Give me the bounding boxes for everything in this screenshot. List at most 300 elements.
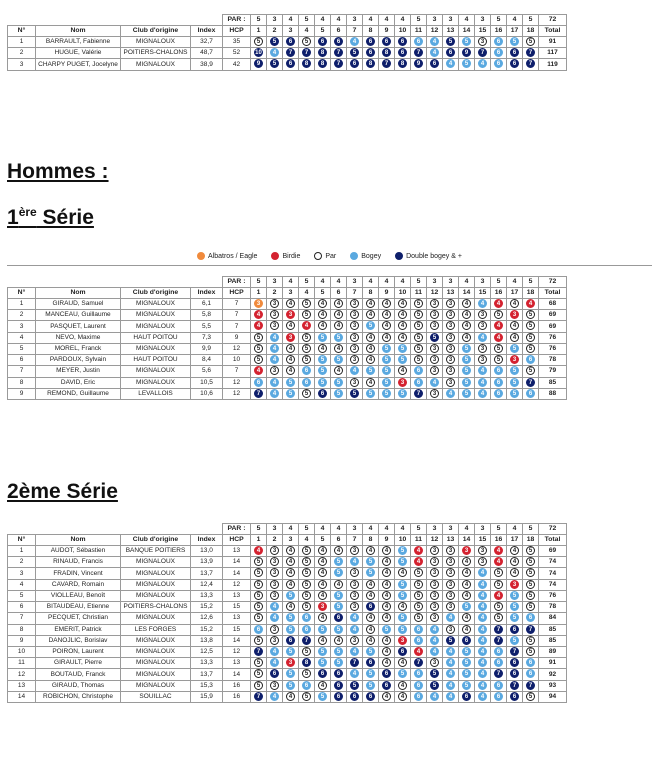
score-ball: 4	[478, 591, 487, 600]
score-ball: 7	[478, 48, 487, 57]
rank-cell: 8	[8, 377, 36, 388]
rank-cell: 6	[8, 602, 36, 613]
score-ball: 5	[318, 378, 327, 387]
score-ball: 3	[270, 580, 279, 589]
score-cell	[299, 590, 315, 601]
score-ball: 4	[462, 568, 471, 577]
club-cell: MIGNALOUX	[121, 568, 191, 579]
score-ball: 4	[446, 658, 455, 667]
score-cell	[443, 557, 459, 568]
score-ball: 6	[494, 389, 503, 398]
score-ball: 4	[478, 692, 487, 701]
total-cell: 84	[539, 613, 567, 624]
col-header-no: N°	[8, 26, 36, 37]
score-cell	[347, 37, 363, 48]
score-cell	[283, 48, 299, 59]
score-ball: 4	[254, 310, 263, 319]
score-cell	[459, 557, 475, 568]
score-ball: 3	[446, 333, 455, 342]
score-cell	[331, 388, 347, 399]
hcp-cell: 52	[223, 48, 251, 59]
score-cell	[363, 388, 379, 399]
score-cell	[331, 691, 347, 702]
score-cell	[331, 59, 347, 70]
score-cell	[251, 310, 267, 321]
score-ball: 3	[430, 658, 439, 667]
score-ball: 4	[430, 647, 439, 656]
score-ball: 3	[510, 580, 519, 589]
score-ball: 3	[270, 321, 279, 330]
score-ball: 4	[334, 310, 343, 319]
score-cell	[443, 377, 459, 388]
hcp-cell: 7	[223, 366, 251, 377]
score-ball: 5	[526, 602, 535, 611]
total-cell: 94	[539, 691, 567, 702]
score-cell	[379, 343, 395, 354]
score-ball: 5	[334, 568, 343, 577]
score-ball: 4	[398, 310, 407, 319]
score-cell	[443, 546, 459, 557]
hole-number: 7	[347, 535, 363, 546]
total-cell: 78	[539, 602, 567, 613]
rank-cell: 1	[8, 37, 36, 48]
score-cell	[363, 343, 379, 354]
score-cell	[395, 377, 411, 388]
club-cell: MIGNALOUX	[121, 646, 191, 657]
par-value: 3	[347, 277, 363, 288]
hole-number: 13	[443, 535, 459, 546]
score-ball: 4	[462, 613, 471, 622]
score-cell	[267, 590, 283, 601]
score-ball: 6	[398, 647, 407, 656]
score-ball: 5	[510, 344, 519, 353]
player-row	[8, 37, 567, 48]
hole-number: 8	[363, 535, 379, 546]
score-ball: 4	[510, 299, 519, 308]
score-cell	[283, 355, 299, 366]
score-cell	[427, 646, 443, 657]
score-ball: 4	[478, 602, 487, 611]
hole-number: 12	[427, 288, 443, 299]
score-ball: 4	[366, 613, 375, 622]
index-cell: 12,4	[191, 579, 223, 590]
score-cell	[251, 366, 267, 377]
par-label: PAR :	[223, 15, 251, 26]
par-value: 4	[283, 524, 299, 535]
score-cell	[523, 355, 539, 366]
hole-number: 6	[331, 26, 347, 37]
score-cell	[427, 579, 443, 590]
score-ball: 3	[270, 681, 279, 690]
score-cell	[507, 355, 523, 366]
score-cell	[395, 310, 411, 321]
score-cell	[491, 646, 507, 657]
hole-number: 14	[459, 26, 475, 37]
score-cell	[363, 680, 379, 691]
score-cell	[475, 590, 491, 601]
hole-number: 18	[523, 535, 539, 546]
par-value: 3	[475, 524, 491, 535]
score-ball: 4	[462, 580, 471, 589]
rank-cell: 5	[8, 590, 36, 601]
score-cell	[315, 388, 331, 399]
hole-number: 1	[251, 535, 267, 546]
score-ball: 5	[366, 389, 375, 398]
score-ball: 3	[350, 310, 359, 319]
score-ball: 5	[350, 389, 359, 398]
score-ball: 5	[462, 602, 471, 611]
score-cell	[427, 590, 443, 601]
score-ball: 4	[254, 321, 263, 330]
score-cell	[299, 557, 315, 568]
player-name: VIOLLEAU, Benoît	[36, 590, 121, 601]
score-ball: 3	[462, 546, 471, 555]
score-cell	[251, 557, 267, 568]
score-ball: 4	[430, 692, 439, 701]
score-cell	[363, 310, 379, 321]
index-cell: 15,3	[191, 680, 223, 691]
score-ball: 10	[255, 50, 262, 57]
score-cell	[443, 624, 459, 635]
score-ball: 5	[350, 681, 359, 690]
score-ball: 4	[510, 321, 519, 330]
score-cell	[411, 48, 427, 59]
score-ball: 5	[414, 580, 423, 589]
score-cell	[331, 568, 347, 579]
score-ball: 5	[254, 613, 263, 622]
par-value: 5	[411, 524, 427, 535]
score-cell	[267, 332, 283, 343]
par-value: 3	[427, 524, 443, 535]
score-ball: 3	[430, 568, 439, 577]
score-ball: 6	[334, 613, 343, 622]
score-cell	[299, 635, 315, 646]
hole-number: 11	[411, 535, 427, 546]
score-cell	[363, 646, 379, 657]
col-header-total: Total	[539, 535, 567, 546]
player-row	[8, 646, 567, 657]
score-ball: 5	[366, 366, 375, 375]
club-cell: HAUT POITOU	[121, 332, 191, 343]
score-ball: 7	[510, 681, 519, 690]
score-cell	[427, 48, 443, 59]
hcp-cell: 13	[223, 658, 251, 669]
score-cell	[315, 568, 331, 579]
score-ball: 5	[318, 355, 327, 364]
score-ball: 7	[414, 658, 423, 667]
score-cell	[523, 579, 539, 590]
score-cell	[443, 355, 459, 366]
score-cell	[427, 377, 443, 388]
heading-serie1: 1ère Série	[7, 205, 94, 229]
score-ball: 6	[526, 613, 535, 622]
score-cell	[395, 613, 411, 624]
score-ball: 5	[414, 310, 423, 319]
index-cell: 13,9	[191, 557, 223, 568]
score-cell	[475, 321, 491, 332]
score-ball: 3	[270, 591, 279, 600]
blank-cell	[36, 15, 121, 26]
score-ball: 4	[382, 557, 391, 566]
blank-cell	[8, 524, 36, 535]
player-row	[8, 59, 567, 70]
score-ball: 5	[526, 568, 535, 577]
score-cell	[315, 48, 331, 59]
score-cell	[251, 635, 267, 646]
par-value: 3	[267, 15, 283, 26]
score-cell	[475, 299, 491, 310]
score-ball: 4	[270, 613, 279, 622]
player-row	[8, 355, 567, 366]
score-cell	[411, 613, 427, 624]
score-cell	[347, 680, 363, 691]
player-name: BARRAULT, Fabienne	[36, 37, 121, 48]
index-cell: 48,7	[191, 48, 223, 59]
rank-cell: 4	[8, 579, 36, 590]
score-ball: 5	[254, 37, 263, 46]
score-ball: 5	[302, 580, 311, 589]
score-ball: 5	[382, 378, 391, 387]
score-cell	[427, 321, 443, 332]
header-row	[8, 535, 567, 546]
par-value: 3	[267, 524, 283, 535]
hole-number: 4	[299, 26, 315, 37]
score-ball: 3	[286, 310, 295, 319]
score-ball: 3	[286, 658, 295, 667]
score-ball: 5	[462, 658, 471, 667]
score-cell	[427, 332, 443, 343]
hole-number: 16	[491, 288, 507, 299]
score-cell	[459, 613, 475, 624]
score-ball: 6	[254, 378, 263, 387]
player-name: CHARPY PUGET, Jocelyne	[36, 59, 121, 70]
score-cell	[443, 568, 459, 579]
score-cell	[411, 321, 427, 332]
score-ball: 4	[286, 557, 295, 566]
score-cell	[283, 646, 299, 657]
score-ball: 6	[494, 692, 503, 701]
total-cell: 76	[539, 332, 567, 343]
hcp-cell: 42	[223, 59, 251, 70]
score-cell	[507, 646, 523, 657]
score-ball: 6	[318, 389, 327, 398]
score-ball: 5	[526, 580, 535, 589]
player-row	[8, 377, 567, 388]
score-ball: 4	[286, 321, 295, 330]
score-ball: 5	[526, 692, 535, 701]
score-ball: 3	[430, 389, 439, 398]
score-cell	[363, 579, 379, 590]
score-ball: 5	[302, 647, 311, 656]
player-name: BITAUDEAU, Etienne	[36, 602, 121, 613]
score-ball: 4	[382, 580, 391, 589]
club-cell: MIGNALOUX	[121, 377, 191, 388]
score-cell	[283, 546, 299, 557]
rank-cell: 4	[8, 332, 36, 343]
score-cell	[347, 669, 363, 680]
score-ball: 8	[382, 48, 391, 57]
score-cell	[283, 635, 299, 646]
score-ball: 6	[254, 625, 263, 634]
club-cell: LEVALLOIS	[121, 388, 191, 399]
score-cell	[411, 310, 427, 321]
score-ball: 3	[270, 299, 279, 308]
par-value: 3	[443, 277, 459, 288]
score-cell	[331, 602, 347, 613]
score-ball: 4	[430, 378, 439, 387]
legend-item	[271, 253, 300, 260]
score-cell	[459, 343, 475, 354]
score-cell	[315, 602, 331, 613]
score-ball: 3	[398, 636, 407, 645]
score-cell	[379, 321, 395, 332]
score-cell	[443, 613, 459, 624]
score-cell	[251, 37, 267, 48]
score-cell	[395, 590, 411, 601]
score-ball: 5	[462, 355, 471, 364]
score-cell	[491, 546, 507, 557]
total-cell: 91	[539, 37, 567, 48]
club-cell: MIGNALOUX	[121, 579, 191, 590]
score-cell	[491, 48, 507, 59]
score-ball: 5	[398, 355, 407, 364]
score-ball: 5	[382, 389, 391, 398]
rank-cell: 12	[8, 669, 36, 680]
hole-number: 13	[443, 26, 459, 37]
score-cell	[299, 59, 315, 70]
score-cell	[267, 568, 283, 579]
score-cell	[315, 366, 331, 377]
score-ball: 3	[430, 557, 439, 566]
index-cell: 15,2	[191, 602, 223, 613]
total-cell: 117	[539, 48, 567, 59]
legend-dot	[314, 252, 322, 260]
score-cell	[251, 568, 267, 579]
score-cell	[363, 355, 379, 366]
player-row	[8, 299, 567, 310]
player-name: MANCEAU, Guillaume	[36, 310, 121, 321]
par-value: 5	[491, 15, 507, 26]
score-ball: 6	[366, 48, 375, 57]
score-cell	[395, 343, 411, 354]
score-ball: 4	[478, 389, 487, 398]
score-ball: 4	[446, 692, 455, 701]
score-ball: 8	[318, 59, 327, 68]
score-ball: 5	[526, 333, 535, 342]
score-ball: 7	[286, 48, 295, 57]
score-ball: 5	[302, 333, 311, 342]
score-ball: 5	[462, 389, 471, 398]
par-value: 5	[251, 277, 267, 288]
score-ball: 3	[478, 37, 487, 46]
par-value: 5	[251, 15, 267, 26]
score-ball: 4	[318, 568, 327, 577]
score-ball: 6	[334, 37, 343, 46]
score-ball: 5	[302, 344, 311, 353]
score-cell	[523, 680, 539, 691]
score-cell	[347, 343, 363, 354]
col-header-nom: Nom	[36, 26, 121, 37]
score-ball: 5	[510, 37, 519, 46]
score-cell	[523, 557, 539, 568]
score-ball: 3	[446, 321, 455, 330]
score-cell	[251, 624, 267, 635]
score-cell	[475, 568, 491, 579]
score-ball: 5	[430, 333, 439, 342]
score-ball: 6	[414, 669, 423, 678]
score-ball: 3	[350, 636, 359, 645]
score-cell	[267, 579, 283, 590]
score-ball: 6	[302, 378, 311, 387]
score-cell	[459, 546, 475, 557]
score-ball: 5	[398, 625, 407, 634]
hcp-cell: 14	[223, 568, 251, 579]
score-ball: 5	[254, 591, 263, 600]
score-cell	[347, 557, 363, 568]
score-cell	[491, 557, 507, 568]
score-cell	[315, 332, 331, 343]
score-cell	[379, 557, 395, 568]
score-ball: 4	[510, 568, 519, 577]
par-value: 5	[523, 277, 539, 288]
hole-number: 15	[475, 288, 491, 299]
score-ball: 4	[494, 299, 503, 308]
total-cell: 85	[539, 624, 567, 635]
score-ball: 6	[366, 602, 375, 611]
score-cell	[395, 602, 411, 613]
hole-number: 5	[315, 535, 331, 546]
score-ball: 4	[366, 333, 375, 342]
score-ball: 6	[510, 625, 519, 634]
score-cell	[363, 624, 379, 635]
score-cell	[379, 388, 395, 399]
score-cell	[427, 613, 443, 624]
score-cell	[299, 343, 315, 354]
score-ball: 4	[318, 580, 327, 589]
score-ball: 4	[350, 613, 359, 622]
score-cell	[507, 546, 523, 557]
score-cell	[443, 590, 459, 601]
score-ball: 5	[462, 344, 471, 353]
score-cell	[491, 602, 507, 613]
score-cell	[507, 37, 523, 48]
hcp-cell: 12	[223, 377, 251, 388]
score-ball: 3	[254, 299, 263, 308]
score-cell	[363, 613, 379, 624]
col-header-hcp: HCP	[223, 26, 251, 37]
score-cell	[523, 658, 539, 669]
score-cell	[395, 321, 411, 332]
score-ball: 3	[270, 546, 279, 555]
score-cell	[523, 332, 539, 343]
index-cell: 5,6	[191, 366, 223, 377]
score-cell	[475, 377, 491, 388]
score-cell	[475, 557, 491, 568]
score-cell	[299, 299, 315, 310]
player-name: AUDOT, Sébastien	[36, 546, 121, 557]
score-ball: 6	[414, 692, 423, 701]
hcp-cell: 35	[223, 37, 251, 48]
par-value: 4	[507, 15, 523, 26]
score-cell	[491, 691, 507, 702]
score-cell	[507, 377, 523, 388]
score-ball: 5	[254, 580, 263, 589]
score-cell	[491, 579, 507, 590]
score-cell	[283, 343, 299, 354]
hcp-cell: 12	[223, 579, 251, 590]
score-ball: 4	[350, 625, 359, 634]
score-ball: 5	[302, 692, 311, 701]
